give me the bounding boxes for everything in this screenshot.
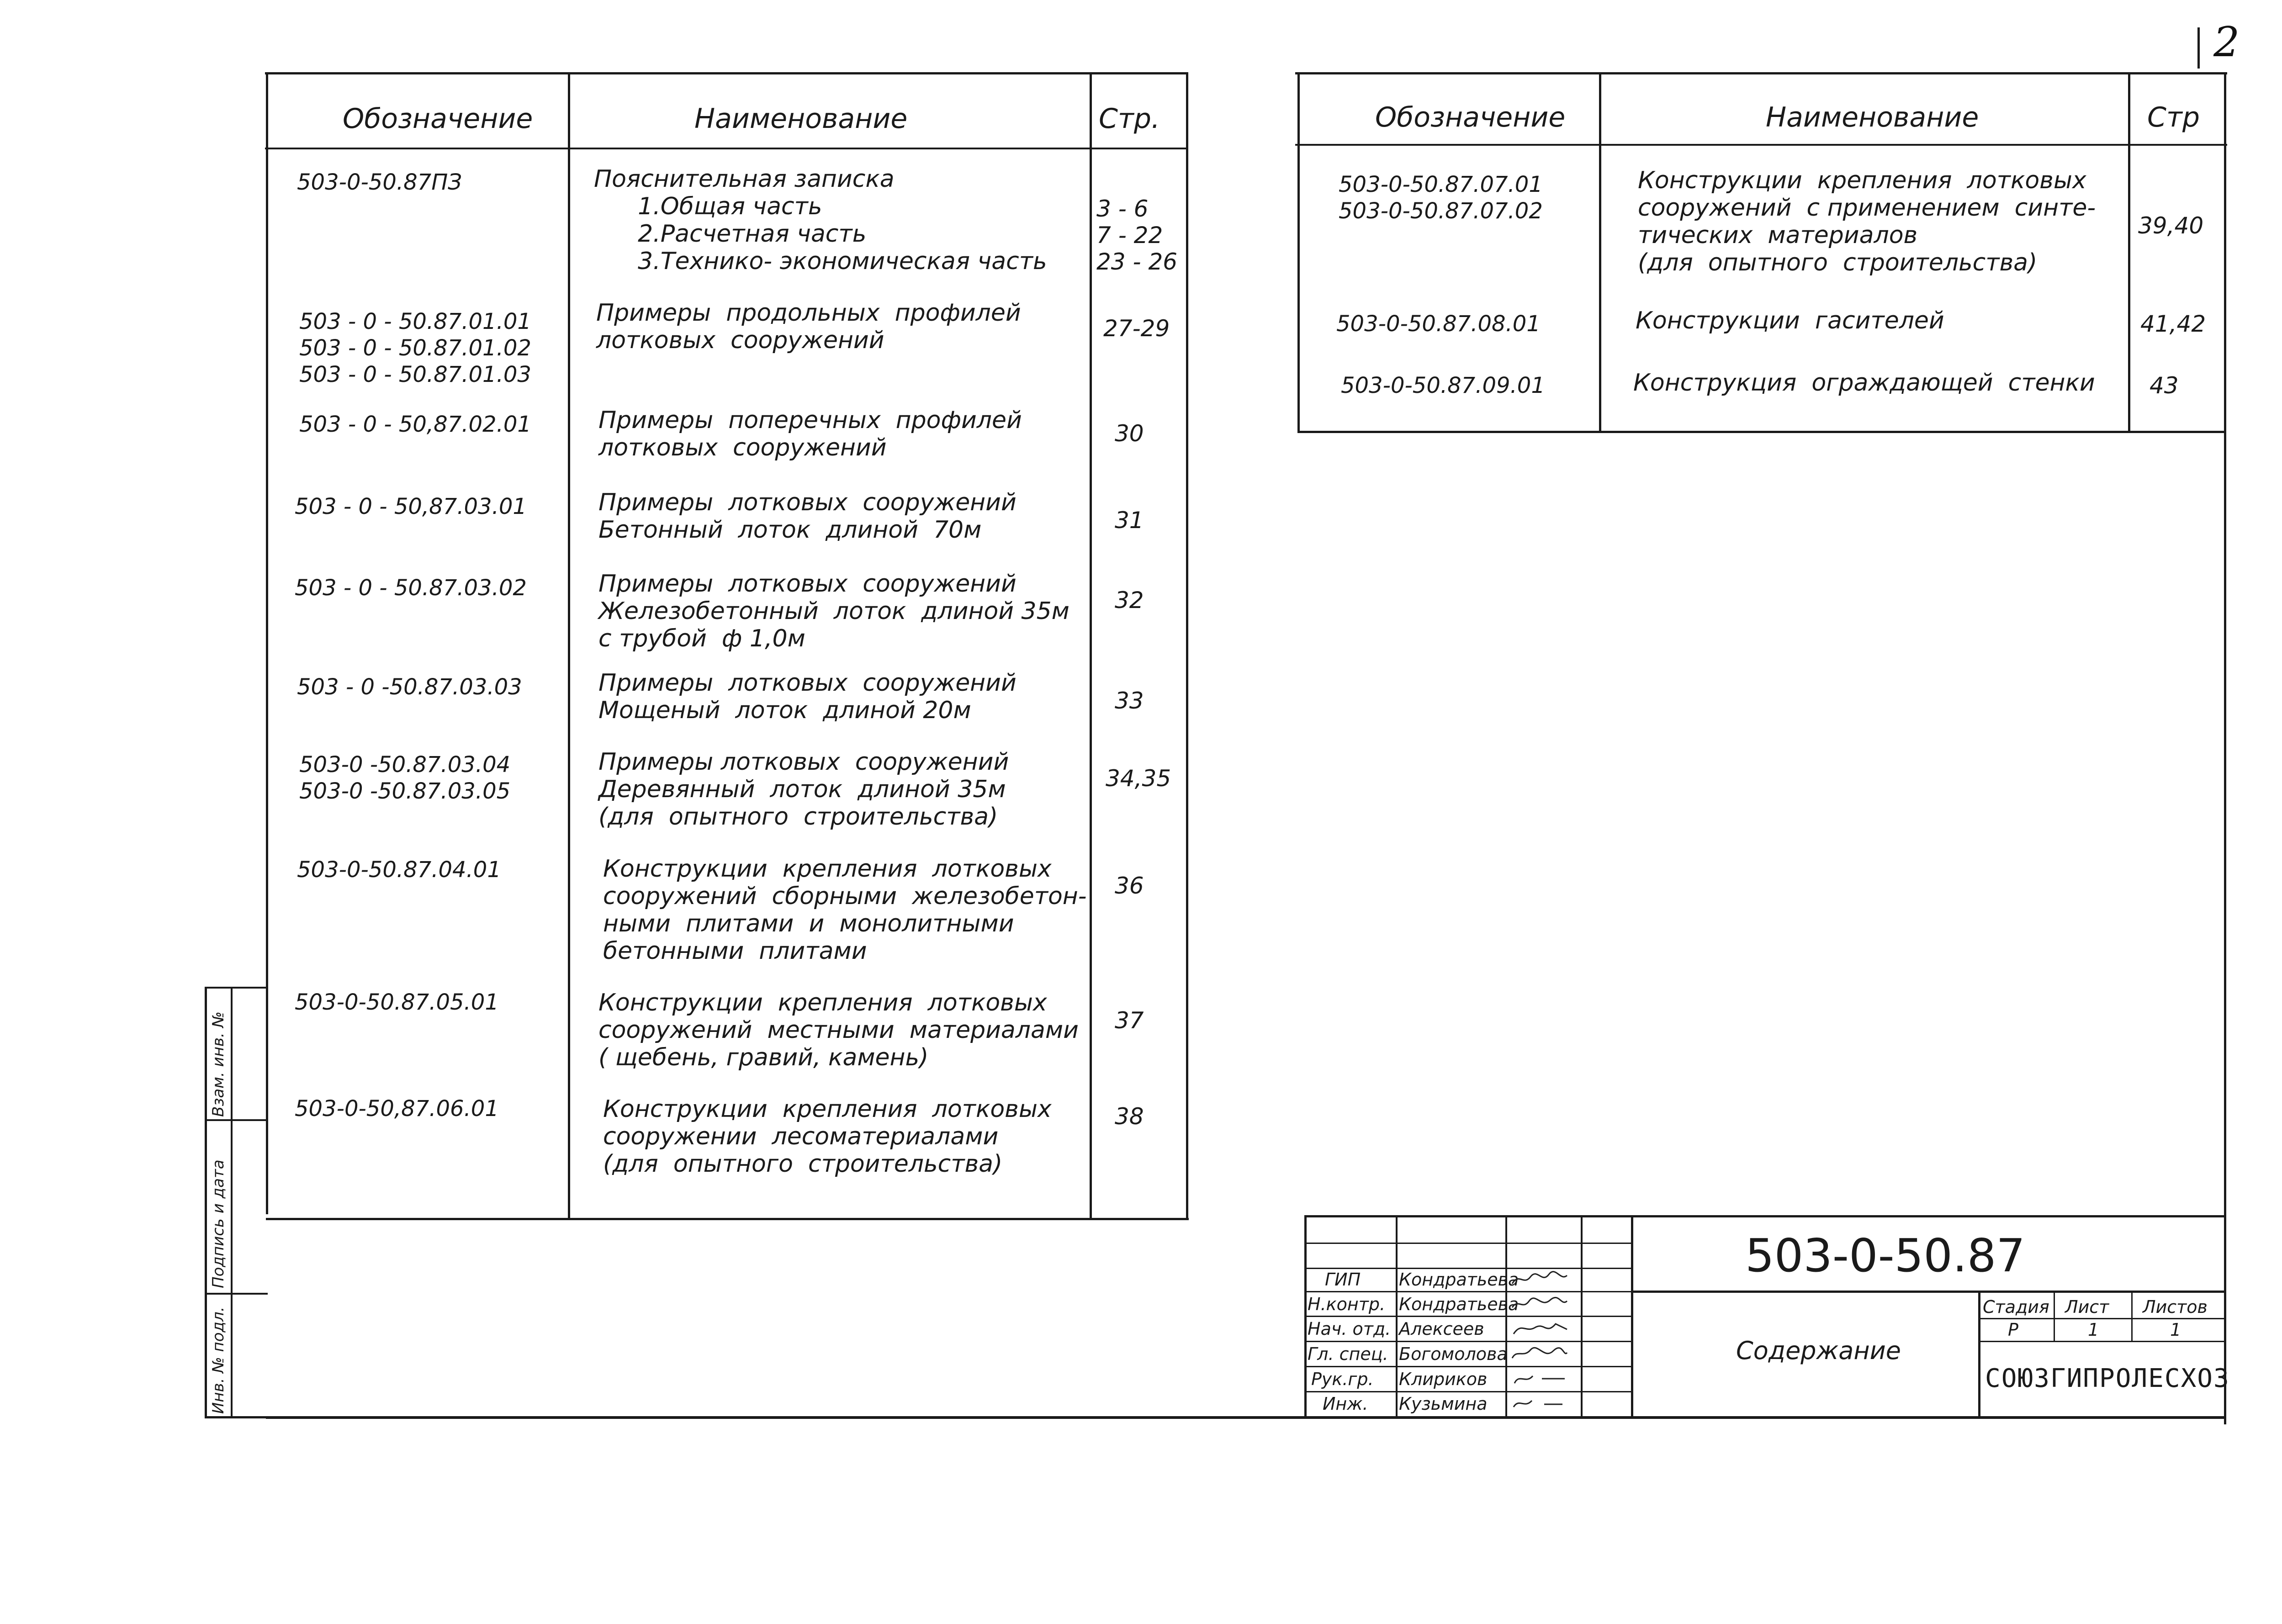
signature-icon [1510,1370,1569,1388]
table-row-name: Примеры лотковых сооружений Мощеный лоток длиной 20м [598,669,1017,724]
person-name: Богомолова [1399,1344,1508,1364]
sheet-header: Лист [2065,1297,2109,1317]
page-number: 2 [2213,18,2240,66]
stage-value: Р [2008,1320,2018,1340]
table-row-name: Конструкции крепления лотковых сооружении лесоматериалами (для опытного строительства) [603,1095,1052,1178]
table-row-page: 38 [1115,1103,1144,1130]
table-row-page: 3 - 6 7 - 22 23 - 26 [1096,196,1178,275]
table-row-page: 36 [1115,873,1144,899]
table-row-code: 503-0-50.87.09.01 [1341,373,1545,398]
person-name: Кондратьева [1399,1270,1519,1290]
left-header-name: Наименование [694,103,908,135]
table-row-code: 503-0-50.87.08.01 [1336,311,1541,337]
table-row-code: 503 - 0 -50.87.03.03 [297,674,522,700]
table-row-page: 31 [1115,507,1144,534]
table-row-name: Примеры лотковых сооружений Бетонный лоток длиной 70м [598,489,1017,544]
person-name: Клириков [1399,1369,1488,1389]
role-label: Гл. спец. [1308,1344,1388,1364]
role-label: Нач. отд. [1308,1319,1391,1339]
table-row-page: 34,35 [1106,765,1171,792]
table-row-code: 503 - 0 - 50.87.03.02 [295,575,527,601]
table-row-page: 32 [1115,587,1144,614]
table-row-page: 41,42 [2140,311,2206,337]
table-row-name: Примеры поперечных профилей лотковых сооружений [598,407,1022,461]
table-row-name: Примеры лотковых сооружений Железобетонный лоток длиной 35м с трубой ф 1,0м [598,570,1070,652]
role-label: Рук.гр. [1311,1369,1374,1389]
table-row-name: Конструкции крепления лотковых сооружений местными материалами ( щебень, гравий, камень) [598,989,1079,1071]
table-row-name: Пояснительная записка [594,165,895,193]
signature-icon [1510,1295,1569,1313]
sheets-header: Листов [2143,1297,2208,1317]
table-row-page: 30 [1115,420,1144,447]
table-row-name: Примеры лотковых сооружений Деревянный лоток длиной 35м (для опытного строительства) [598,748,1009,831]
table-row-code: 503 - 0 - 50.87.01.01 503 - 0 - 50.87.01.02 503 - 0 - 50.87.01.03 [299,309,531,387]
stamp-label: Инв. № подл. [209,1307,228,1414]
signature-icon [1510,1319,1569,1338]
document-title: Содержание [1736,1336,1901,1365]
table-row-code: 503-0 -50.87.03.04 503-0 -50.87.03.05 [299,752,511,804]
right-header-name: Наименование [1766,101,1979,133]
person-name: Кузьмина [1399,1394,1488,1414]
table-row-code: 503-0-50.87.07.01 503-0-50.87.07.02 [1339,172,1543,224]
table-row-name: Конструкции крепления лотковых сооружений с применением синте- тических материалов (для опытного строительства) [1638,167,2096,276]
table-row-name: Примеры продольных профилей лотковых сооружений [596,299,1021,354]
role-label: ГИП [1325,1270,1361,1290]
table-row-name: Конструкция ограждающей стенки [1633,369,2095,397]
left-header-code: Обозначение [343,103,533,135]
table-row-code: 503-0-50.87.04.01 [297,857,501,883]
role-label: Инж. [1323,1394,1368,1414]
document-code: 503-0-50.87 [1745,1229,2025,1282]
person-name: Кондратьева [1399,1294,1519,1314]
table-row-name: 1.Общая часть 2.Расчетная часть 3.Технико- экономическая часть [638,193,1047,275]
table-row-page: 37 [1115,1007,1144,1034]
table-row-page: 33 [1115,688,1144,714]
right-header-code: Обозначение [1375,101,1566,133]
table-row-name: Конструкции крепления лотковых сооружений сборными железобетон- ными плитами и монолитными бетонными плитами [603,855,1087,965]
table-row-code: 503 - 0 - 50,87.02.01 [299,412,531,437]
signature-icon [1510,1394,1569,1412]
left-header-page: Стр. [1099,103,1160,135]
table-row-page: 27-29 [1103,315,1170,342]
table-row-code: 503 - 0 - 50,87.03.01 [295,494,527,519]
signature-icon [1510,1344,1569,1363]
person-name: Алексеев [1399,1319,1484,1339]
table-row-page: 39,40 [2138,212,2204,239]
stage-header: Стадия [1983,1297,2049,1317]
role-label: Н.контр. [1308,1294,1386,1314]
sheets-value: 1 [2170,1320,2181,1340]
signature-icon [1510,1270,1569,1288]
table-row-code: 503-0-50.87ПЗ [297,169,462,195]
table-row-code: 503-0-50.87.05.01 [295,989,499,1015]
stamp-label: Взам. инв. № [209,1011,228,1117]
stamp-label: Подпись и дата [209,1159,228,1288]
organization-name: СОЮЗГИПРОЛЕСХОЗ [1985,1364,2230,1393]
table-row-name: Конструкции гасителей [1636,307,1944,334]
table-row-code: 503-0-50,87.06.01 [295,1096,499,1121]
sheet-value: 1 [2088,1320,2099,1340]
table-row-page: 43 [2150,372,2179,399]
right-header-page: Стр [2147,101,2200,133]
